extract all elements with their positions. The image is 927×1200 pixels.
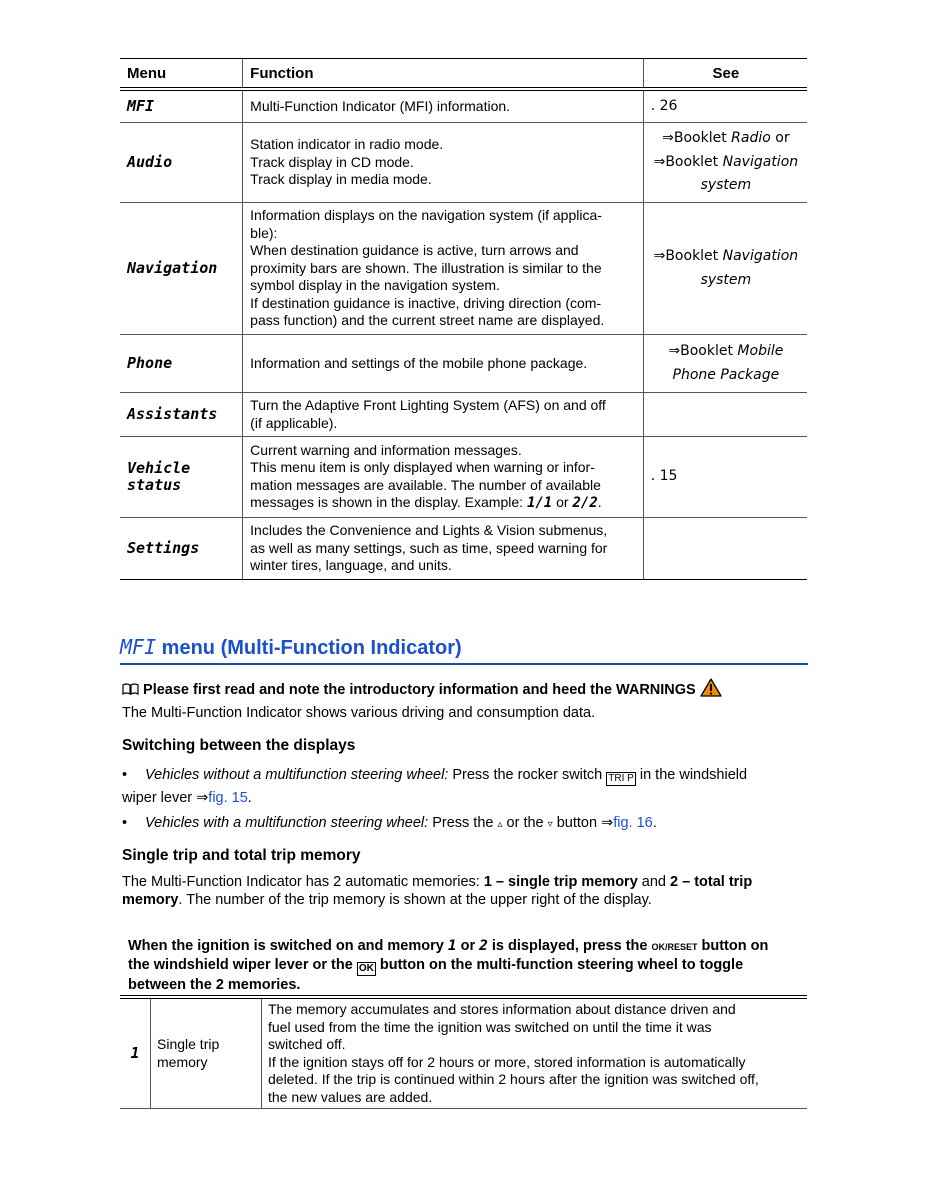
see-booklet-ref[interactable] [651, 245, 801, 269]
see-booklet-ref[interactable] [651, 174, 801, 198]
trip-name-line-2: memory [157, 1053, 208, 1070]
function-line: symbol display in the navigation system. [250, 277, 500, 294]
header-see: See [643, 59, 807, 89]
function-example: 1/1 [526, 495, 553, 511]
arrow-icon: ⇒ [662, 130, 674, 147]
see-booklet-ref[interactable] [651, 364, 801, 388]
fig-15-link[interactable]: fig. 15 [208, 790, 248, 806]
intro-text: The Multi-Function Indicator shows various driving and consumption data. [122, 705, 596, 721]
trip-key: TRI P [608, 773, 634, 784]
trip-row-1 [120, 997, 807, 1109]
function-line: Multi-Function Indicator (MFI) information. [250, 97, 511, 114]
note-2: 2 [479, 938, 488, 954]
menu-function [243, 89, 644, 123]
menu-name: Vehicle status [120, 437, 243, 518]
menu-row [120, 89, 807, 123]
function-line: Information and settings of the mobile phone package. [250, 354, 588, 371]
see-booklet-ref[interactable] [651, 127, 801, 151]
function-example: messages is shown in the display. Example: [250, 494, 527, 510]
ok-reset-key: OK/RESET [651, 942, 698, 952]
function-line: Turn the Adaptive Front Lighting System (AFS) on and off [250, 397, 606, 413]
menu-row [120, 393, 807, 437]
menu-function [243, 437, 644, 518]
down-arrow-icon: ▿ [547, 819, 553, 830]
function-line: Track display in media mode. [250, 171, 432, 188]
function-line: (if applicable). [250, 414, 338, 431]
function-line: pass function) and the current street name are displayed. [250, 312, 605, 329]
read-note-text: Please first read and note the introductory information and heed the WARNINGS [143, 682, 696, 698]
book-icon [122, 682, 143, 698]
function-line: Current warning and information messages. [250, 441, 522, 458]
function-example: . [597, 494, 602, 510]
trip-p2: . The number of the trip memory is shown at the upper right of the display. [178, 892, 652, 908]
menu-name: Settings [120, 518, 243, 580]
menu-name: Phone [120, 335, 243, 393]
trip-desc-line: switched off. [268, 1036, 346, 1052]
trip-number: 1 [120, 997, 151, 1109]
bullet-1: • Vehicles without a multifunction steering wheel: Press the rocker switch TRI P in the windshield wiper lever ⇒fig. 15. [122, 767, 748, 806]
menu-function [243, 393, 644, 437]
see-title: system [700, 271, 752, 288]
function-line: Includes the Convenience and Lights & Vision submenus, [250, 522, 608, 539]
menu-row [120, 203, 807, 335]
trip-desc-line: the new values are added. [268, 1088, 433, 1105]
trip-table [120, 995, 807, 1109]
switch-heading: Switching between the displays [122, 737, 356, 754]
note-or: or [456, 938, 480, 954]
function-line: When destination guidance is active, turn arrows and [250, 242, 579, 259]
see-title: Navigation [722, 153, 799, 170]
up-arrow-icon: ▵ [497, 819, 503, 830]
trip-name [151, 997, 262, 1109]
see-booklet-ref[interactable] [651, 151, 801, 175]
note-d: the windshield wiper lever or the [128, 957, 357, 973]
see-prefix: Booklet [673, 130, 732, 147]
warning-triangle-icon [700, 678, 722, 701]
bullet-1-line2: wiper lever ⇒ [122, 790, 209, 806]
menu-see [643, 437, 807, 518]
menu-row [120, 437, 807, 518]
see-prefix: Booklet [665, 248, 723, 264]
bullet-2-end: . [652, 815, 657, 831]
function-line: mation messages are available. The number of available [250, 476, 601, 493]
trip-b3: memory [122, 892, 179, 908]
trip-paragraph [122, 873, 802, 909]
see-title: Phone Package [672, 366, 780, 383]
see-title: Navigation [722, 248, 799, 264]
note-a: When the ignition is switched on and memory [128, 938, 448, 954]
ok-key: OK [358, 963, 374, 974]
note-c: button on [697, 938, 769, 954]
menu-name: MFI [120, 89, 243, 123]
menu-row [120, 123, 807, 203]
bullet-2-italic: Vehicles with a multifunction steering wheel: [145, 815, 429, 831]
see-title: Mobile [737, 343, 784, 359]
menu-function [243, 203, 644, 335]
note-1: 1 [447, 938, 457, 954]
menu-row [120, 518, 807, 580]
header-function: Function [243, 59, 644, 89]
section-title [120, 635, 808, 665]
see-suffix: or [770, 130, 790, 147]
bullet-1-italic: Vehicles without a multifunction steering wheel: [145, 767, 449, 783]
function-line: winter tires, language, and units. [250, 557, 452, 574]
arrow-icon: ⇒ [653, 248, 666, 264]
fig-16-link[interactable]: fig. 16 [613, 815, 653, 831]
function-line: proximity bars are shown. The illustration is similar to the [250, 259, 602, 276]
note-f: between the 2 memories. [128, 977, 301, 993]
see-booklet-ref[interactable] [651, 269, 801, 293]
trip-p1: The Multi-Function Indicator has 2 automatic memories: [122, 874, 484, 890]
trip-b2: 2 – total trip [670, 874, 753, 890]
trip-desc-line: fuel used from the time the ignition was switched on until the time it was [268, 1018, 712, 1035]
bullet-2-text2: button ⇒ [552, 815, 614, 831]
toggle-note [128, 937, 798, 994]
function-example: or [552, 494, 573, 510]
bullet-1-end: . [247, 790, 252, 806]
menu-see [643, 518, 807, 580]
read-note [122, 678, 722, 701]
function-line: If destination guidance is inactive, driving direction (com- [250, 294, 602, 311]
function-line: Information displays on the navigation system (if applica- [250, 207, 602, 224]
section-title-text: menu (Multi-Function Indicator) [156, 637, 462, 659]
menu-function [243, 518, 644, 580]
see-title: Radio [731, 130, 771, 147]
trip-b1: 1 – single trip memory [483, 874, 638, 890]
menu-see [643, 335, 807, 393]
see-page-ref[interactable]: . 15 [650, 468, 678, 485]
see-page-ref[interactable]: . 26 [650, 97, 678, 114]
menu-name: Audio [120, 123, 243, 203]
menu-function [243, 335, 644, 393]
see-prefix: Booklet [665, 153, 723, 170]
menu-see [643, 123, 807, 203]
trip-desc-line: The memory accumulates and stores information about distance driven and [268, 1001, 736, 1017]
trip-desc-line: If the ignition stays off for 2 hours or more, stored information is automatically [268, 1053, 746, 1070]
menu-table [120, 58, 807, 580]
function-line: This menu item is only displayed when warning or infor- [250, 459, 595, 475]
function-line: Station indicator in radio mode. [250, 136, 444, 153]
bullet-1-text: Press the rocker switch [448, 767, 607, 783]
arrow-icon: ⇒ [668, 343, 681, 359]
bullet-1-text2: in the windshield [635, 767, 748, 783]
trip-description [262, 997, 808, 1109]
see-title: system [700, 177, 752, 194]
trip-name-line-1: Single trip [157, 1036, 220, 1052]
function-line: as well as many settings, such as time, speed warning for [250, 539, 608, 556]
see-prefix: Booklet [680, 343, 738, 359]
menu-function [243, 123, 644, 203]
header-menu: Menu [120, 59, 243, 89]
section-title-mfi: MFI [120, 635, 157, 659]
menu-see [643, 89, 807, 123]
function-line: Track display in CD mode. [250, 153, 414, 170]
menu-name: Navigation [120, 203, 243, 335]
note-e: button on the multi-function steering wheel to toggle [375, 957, 744, 973]
see-booklet-ref[interactable] [651, 340, 801, 364]
menu-see [643, 393, 807, 437]
menu-see [643, 203, 807, 335]
menu-table-header [120, 59, 807, 89]
function-example: 2/2 [572, 495, 598, 511]
function-line: ble): [250, 224, 278, 241]
menu-row [120, 335, 807, 393]
trip-heading: Single trip and total trip memory [122, 847, 361, 864]
menu-name: Assistants [120, 393, 243, 437]
arrow-icon: ⇒ [653, 153, 666, 170]
bullet-2-text: Press the [428, 815, 498, 831]
note-b: is displayed, press the [487, 938, 652, 954]
bullet-2-mid: or the [502, 815, 548, 831]
trip-desc-line: deleted. If the trip is continued within 2 hours after the ignition was switched off, [268, 1071, 759, 1087]
bullet-2: • Vehicles with a multifunction steering wheel: Press the ▵ or the ▿ button ⇒fig. 16. [122, 815, 657, 831]
trip-and: and [637, 874, 671, 890]
